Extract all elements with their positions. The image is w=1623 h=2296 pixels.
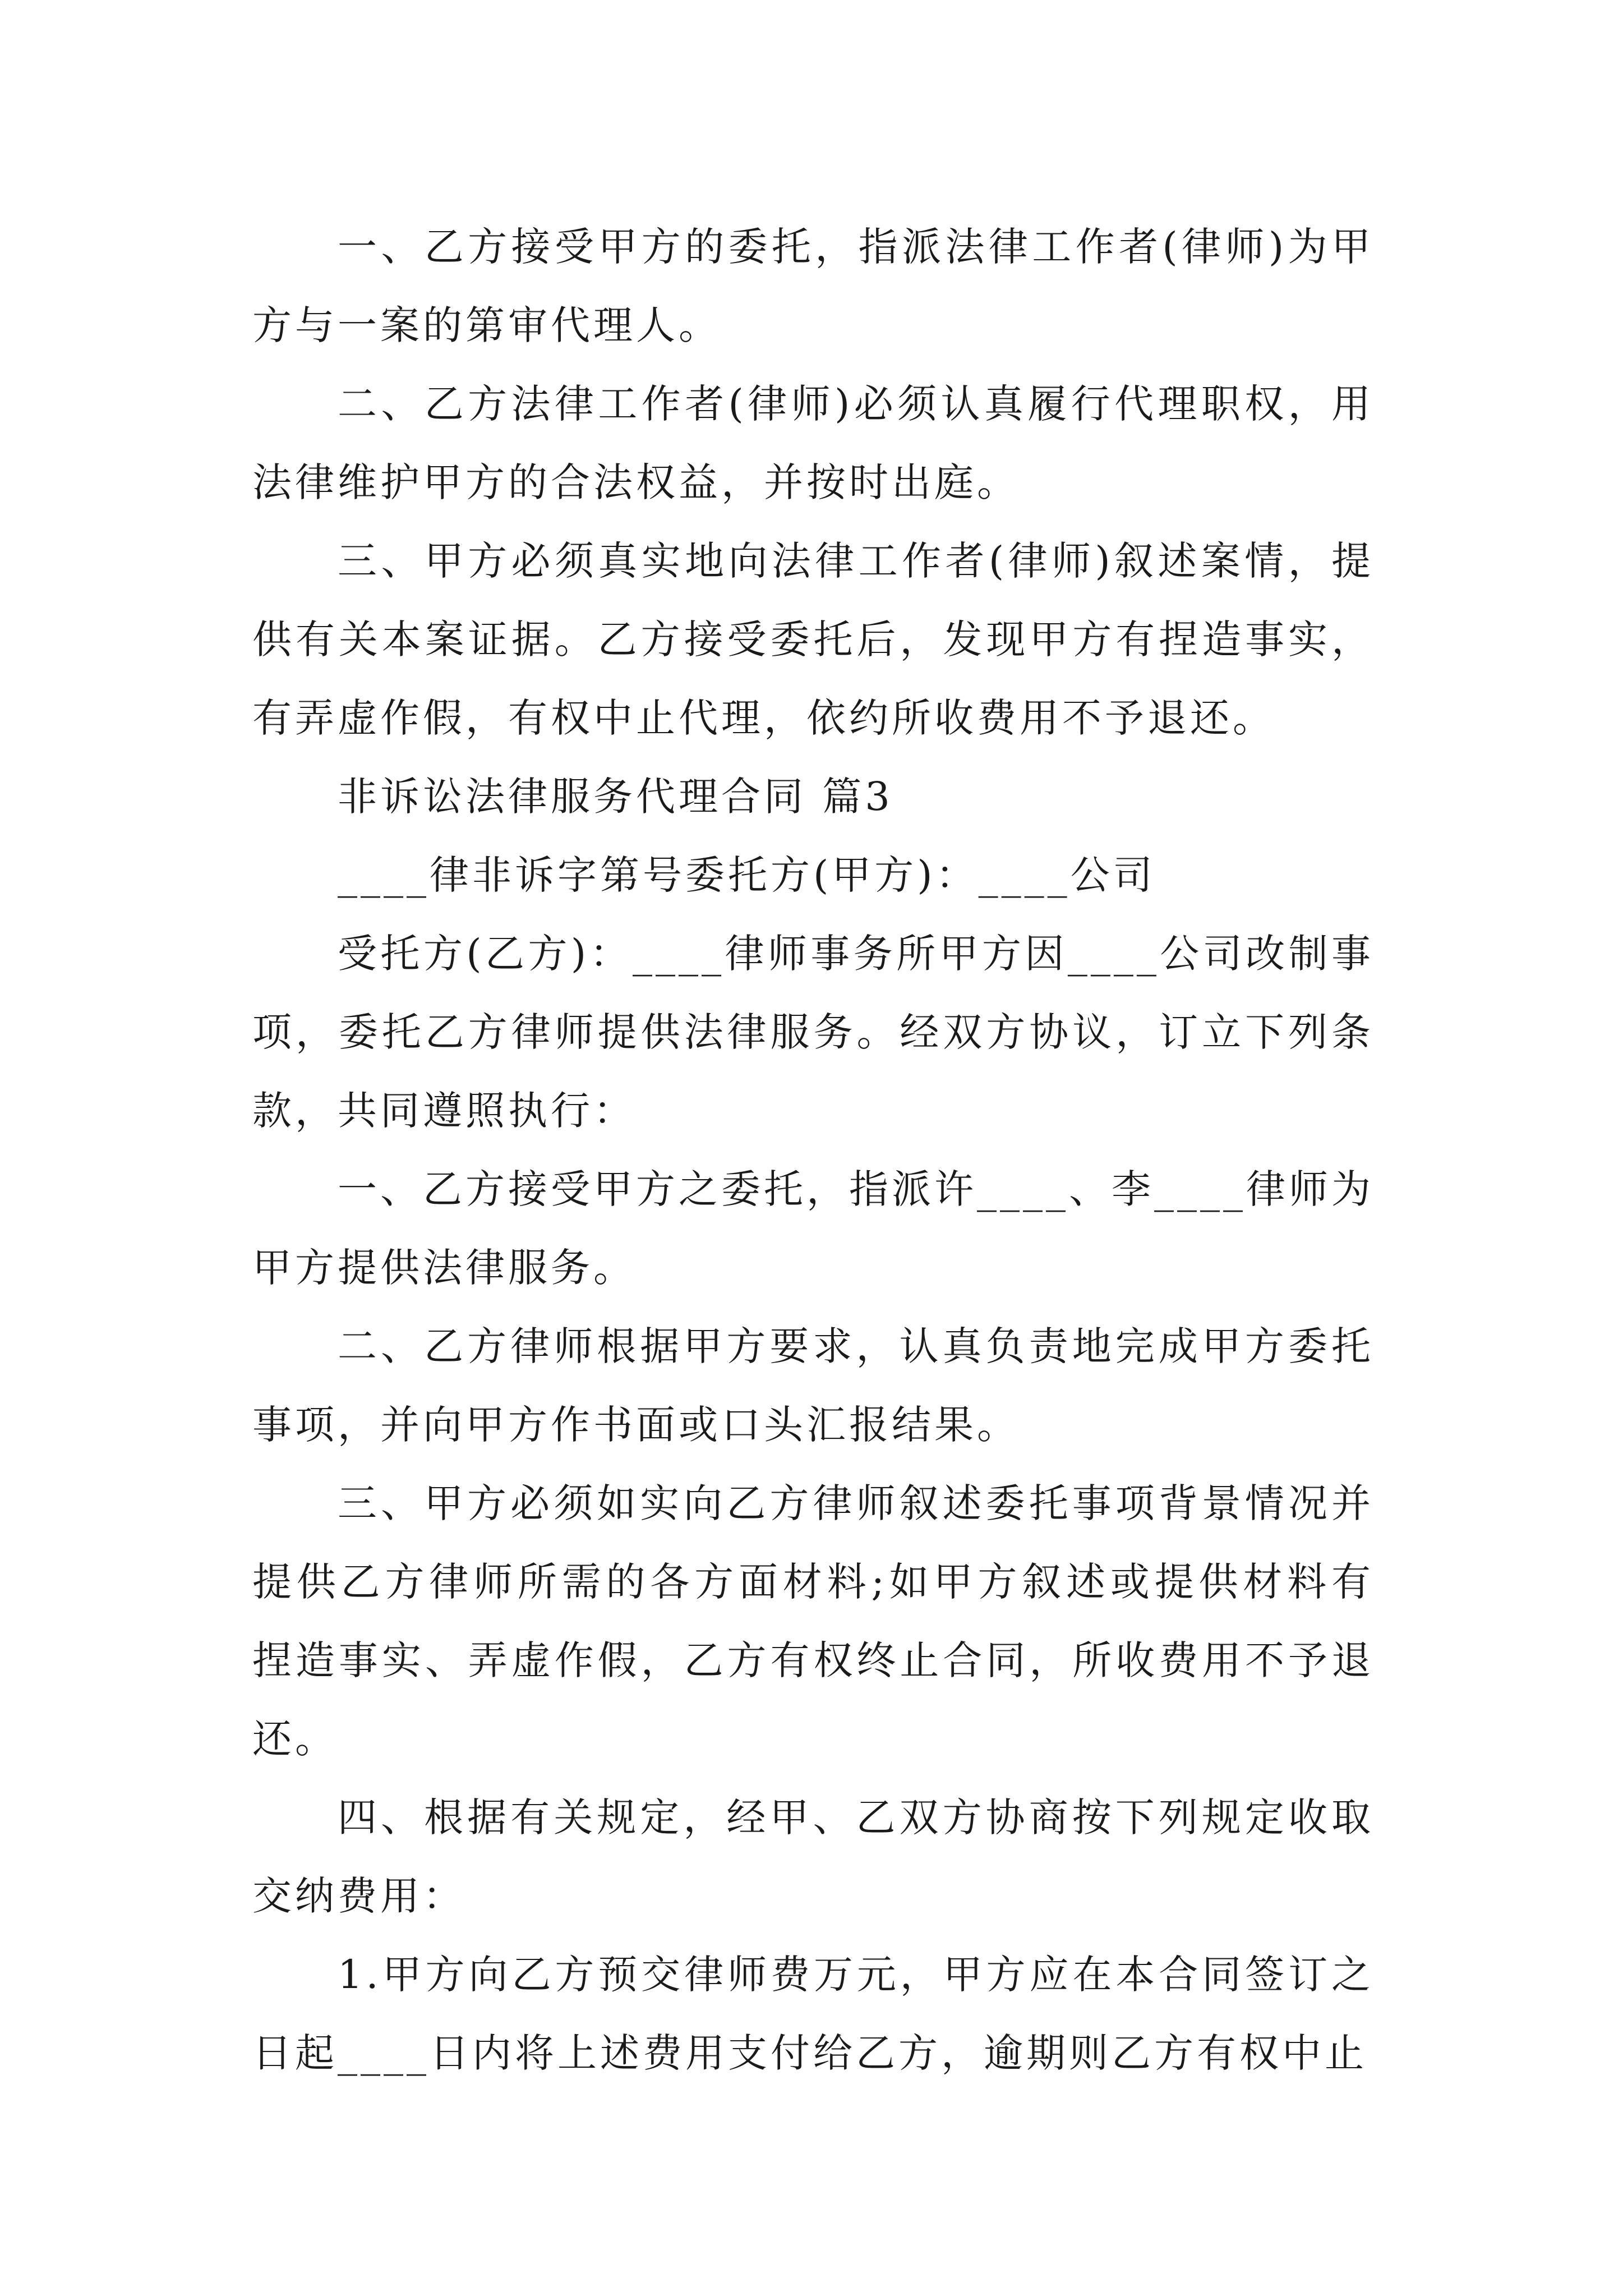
- paragraph-clause-1: 一、乙方接受甲方的委托，指派法律工作者(律师)为甲方与一案的第审代理人。: [252, 224, 1374, 348]
- paragraph-clause-3: 三、甲方必须真实地向法律工作者(律师)叙述案情，提供有关本案证据。乙方接受委托后，发现甲方有捏造事实，有弄虚作假，有权中止代理，依约所收费用不予退还。: [252, 538, 1374, 741]
- paragraph-article-1: 一、乙方接受甲方之委托，指派许____、李____律师为甲方提供法律服务。: [252, 1166, 1374, 1291]
- paragraph-clause-2: 二、乙方法律工作者(律师)必须认真履行代理职权，用法律维护甲方的合法权益，并按时出庭。: [252, 381, 1374, 505]
- paragraph-trustee: 受托方(乙方)：____律师事务所甲方因____公司改制事项，委托乙方律师提供法律服务。经双方协议，订立下列条款，共同遵照执行：: [252, 931, 1374, 1134]
- paragraph-fee-item-1: 1.甲方向乙方预交律师费万元，甲方应在本合同签订之日起____日内将上述费用支付给乙方，逾期则乙方有权中止: [252, 1952, 1374, 2076]
- paragraph-contract-number: ____律非诉字第号委托方(甲方)：____公司: [338, 852, 1156, 898]
- paragraph-article-4: 四、根据有关规定，经甲、乙双方协商按下列规定收取交纳费用：: [252, 1795, 1374, 1919]
- section-heading: 非诉讼法律服务代理合同 篇3: [338, 774, 893, 820]
- paragraph-article-3: 三、甲方必须如实向乙方律师叙述委托事项背景情况并提供乙方律师所需的各方面材料;如甲方叙述或提供材料有捏造事实、弄虚作假，乙方有权终止合同，所收费用不予退还。: [252, 1480, 1374, 1762]
- document-body: [252, 208, 1374, 2092]
- paragraph-article-2: 二、乙方律师根据甲方要求，认真负责地完成甲方委托事项，并向甲方作书面或口头汇报结果。: [252, 1323, 1374, 1448]
